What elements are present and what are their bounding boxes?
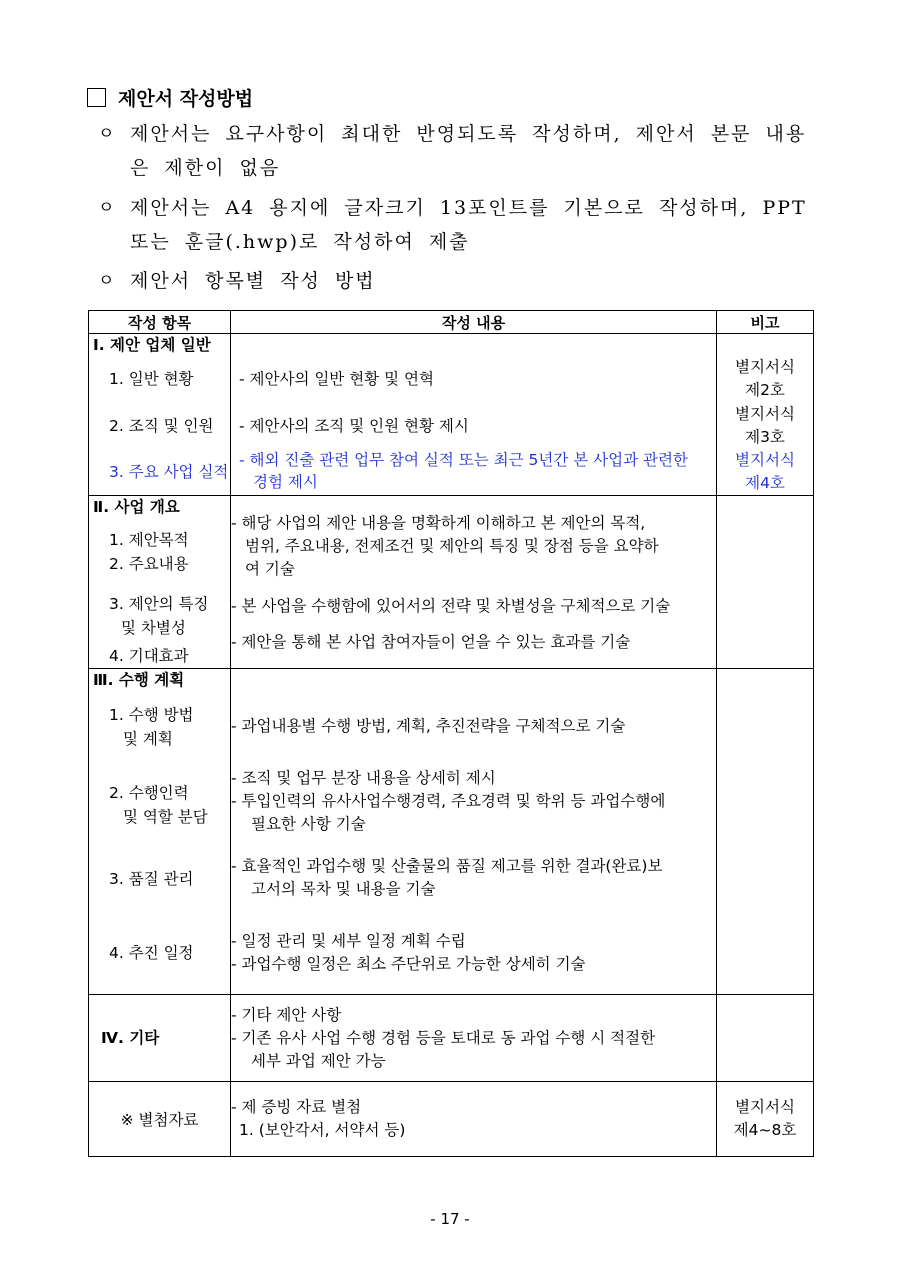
item-content-line: - 기존 유사 사업 수행 경험 등을 토대로 동 과업 수행 시 적절한 (231, 1028, 656, 1047)
form-ref-line: 별지서식 (735, 451, 795, 469)
header-note: 비고 (717, 311, 814, 334)
item-label: 4. 기대효과 (109, 647, 189, 665)
item-label: 및 차별성 (121, 619, 186, 637)
section-title: Ⅰ. 제안 업체 일반 (93, 336, 211, 354)
item-content (231, 449, 716, 495)
section-attachments (89, 1082, 814, 1157)
item-content-line: 1. (보안각서, 서약서 등) (239, 1121, 406, 1139)
item-content-line: - 해당 사업의 제안 내용을 명확하게 이해하고 본 제안의 목적, (231, 514, 646, 532)
circle-bullet-icon: ㅇ (98, 198, 117, 218)
item-content-line: - 기타 제안 사항 (231, 1005, 342, 1024)
circle-bullet-icon: ㅇ (98, 271, 117, 291)
form-ref-line: 별지서식 (735, 1098, 795, 1116)
item-label: 및 역할 분담 (123, 808, 208, 826)
item-label: 및 계획 (123, 730, 173, 748)
item-label: 3. 품질 관리 (109, 870, 194, 888)
section-title: ※ 별첨자료 (120, 1111, 199, 1129)
item-content-line: - 해외 진출 관련 업무 참여 실적 또는 최근 5년간 본 사업과 관련한 (239, 451, 688, 469)
bullet-text: 제안서는 요구사항이 최대한 반영되도록 작성하며, 제안서 본문 내용은 제한이 없음 (130, 123, 807, 179)
form-ref (717, 1082, 814, 1157)
item-content-line: - 과업수행 일정은 최소 주단위로 가능한 상세히 기술 (231, 955, 586, 973)
form-ref-line: 제4호 (745, 474, 785, 492)
section-2 (89, 496, 814, 669)
table-header-row (89, 311, 814, 334)
item-label: 2. 조직 및 인원 (109, 417, 214, 435)
item-content: - 본 사업을 수행함에 있어서의 전략 및 차별성을 구체적으로 기술 (231, 597, 671, 615)
header-item: 작성 항목 (89, 311, 231, 334)
form-ref-line: 별지서식 (735, 358, 795, 376)
page-number: - 17 - (430, 1210, 470, 1228)
item-content: - 과업내용별 수행 방법, 계획, 추진전략을 구체적으로 기술 (231, 717, 626, 735)
item-content-line: - 조직 및 업무 분장 내용을 상세히 제시 (231, 769, 496, 787)
bullet-item (98, 264, 818, 298)
item-content-line: - 투입인력의 유사사업수행경력, 주요경력 및 학위 등 과업수행에 (231, 792, 666, 810)
item-content-line: - 제 증빙 자료 별첨 (231, 1098, 362, 1116)
bullet-text: 제안서는 A4 용지에 글자크기 13포인트를 기본으로 작성하며, PPT 또는 훈글(.hwp)로 작성하여 제출 (130, 197, 807, 253)
bullet-item (98, 191, 818, 259)
item-content-line: 고서의 목차 및 내용을 기술 (251, 880, 436, 898)
section-heading-text: 제안서 작성방법 (118, 88, 254, 110)
item-content-line: 세부 과업 제안 가능 (251, 1051, 386, 1070)
section-heading (87, 84, 253, 111)
item-label: 4. 추진 일정 (109, 944, 194, 962)
checkbox-icon (87, 88, 106, 107)
item-label: 1. 제안목적 (109, 531, 189, 549)
form-ref-line: 제3호 (745, 428, 785, 446)
item-content-line: - 효율적인 과업수행 및 산출물의 품질 제고를 위한 결과(완료)보 (231, 857, 663, 875)
item-content-line: 여 기술 (245, 560, 295, 578)
item-label: 3. 주요 사업 실적 (109, 463, 229, 481)
circle-bullet-icon: ㅇ (98, 124, 117, 144)
bullet-item (98, 117, 818, 185)
item-content-line: 경험 제시 (253, 473, 318, 491)
section-4 (89, 995, 814, 1082)
section-1 (89, 334, 814, 496)
form-ref-line: 별지서식 (735, 405, 795, 423)
item-content-line: 필요한 사항 기술 (251, 815, 366, 833)
proposal-items-table (88, 310, 814, 1157)
bullet-text: 제안서 항목별 작성 방법 (130, 270, 376, 292)
section-title: Ⅲ. 수행 계획 (93, 671, 185, 689)
item-label: 1. 수행 방법 (109, 706, 194, 724)
item-label: 3. 제안의 특징 (109, 595, 209, 613)
form-ref-line: 제2호 (745, 381, 785, 399)
item-content-line: 범위, 주요내용, 전제조건 및 제안의 특징 및 장점 등을 요약하 (245, 537, 659, 555)
form-ref (717, 449, 813, 495)
item-label: 2. 수행인력 (109, 784, 189, 802)
form-ref-line: 제4~8호 (733, 1121, 797, 1139)
section-3 (89, 669, 814, 995)
item-label: 2. 주요내용 (109, 555, 189, 573)
item-content: - 제안을 통해 본 사업 참여자들이 얻을 수 있는 효과를 기술 (231, 633, 631, 651)
item-content: - 제안사의 조직 및 인원 현황 제시 (239, 417, 469, 435)
item-content: - 제안사의 일반 현황 및 연혁 (239, 370, 434, 388)
section-title: Ⅳ. 기타 (101, 1029, 160, 1047)
header-content: 작성 내용 (231, 311, 717, 334)
form-ref (717, 403, 813, 449)
item-content-line: - 일정 관리 및 세부 일정 계획 수립 (231, 932, 466, 950)
section-title: Ⅱ. 사업 개요 (93, 498, 180, 516)
form-ref (717, 356, 813, 403)
item-label: 1. 일반 현황 (109, 370, 194, 388)
